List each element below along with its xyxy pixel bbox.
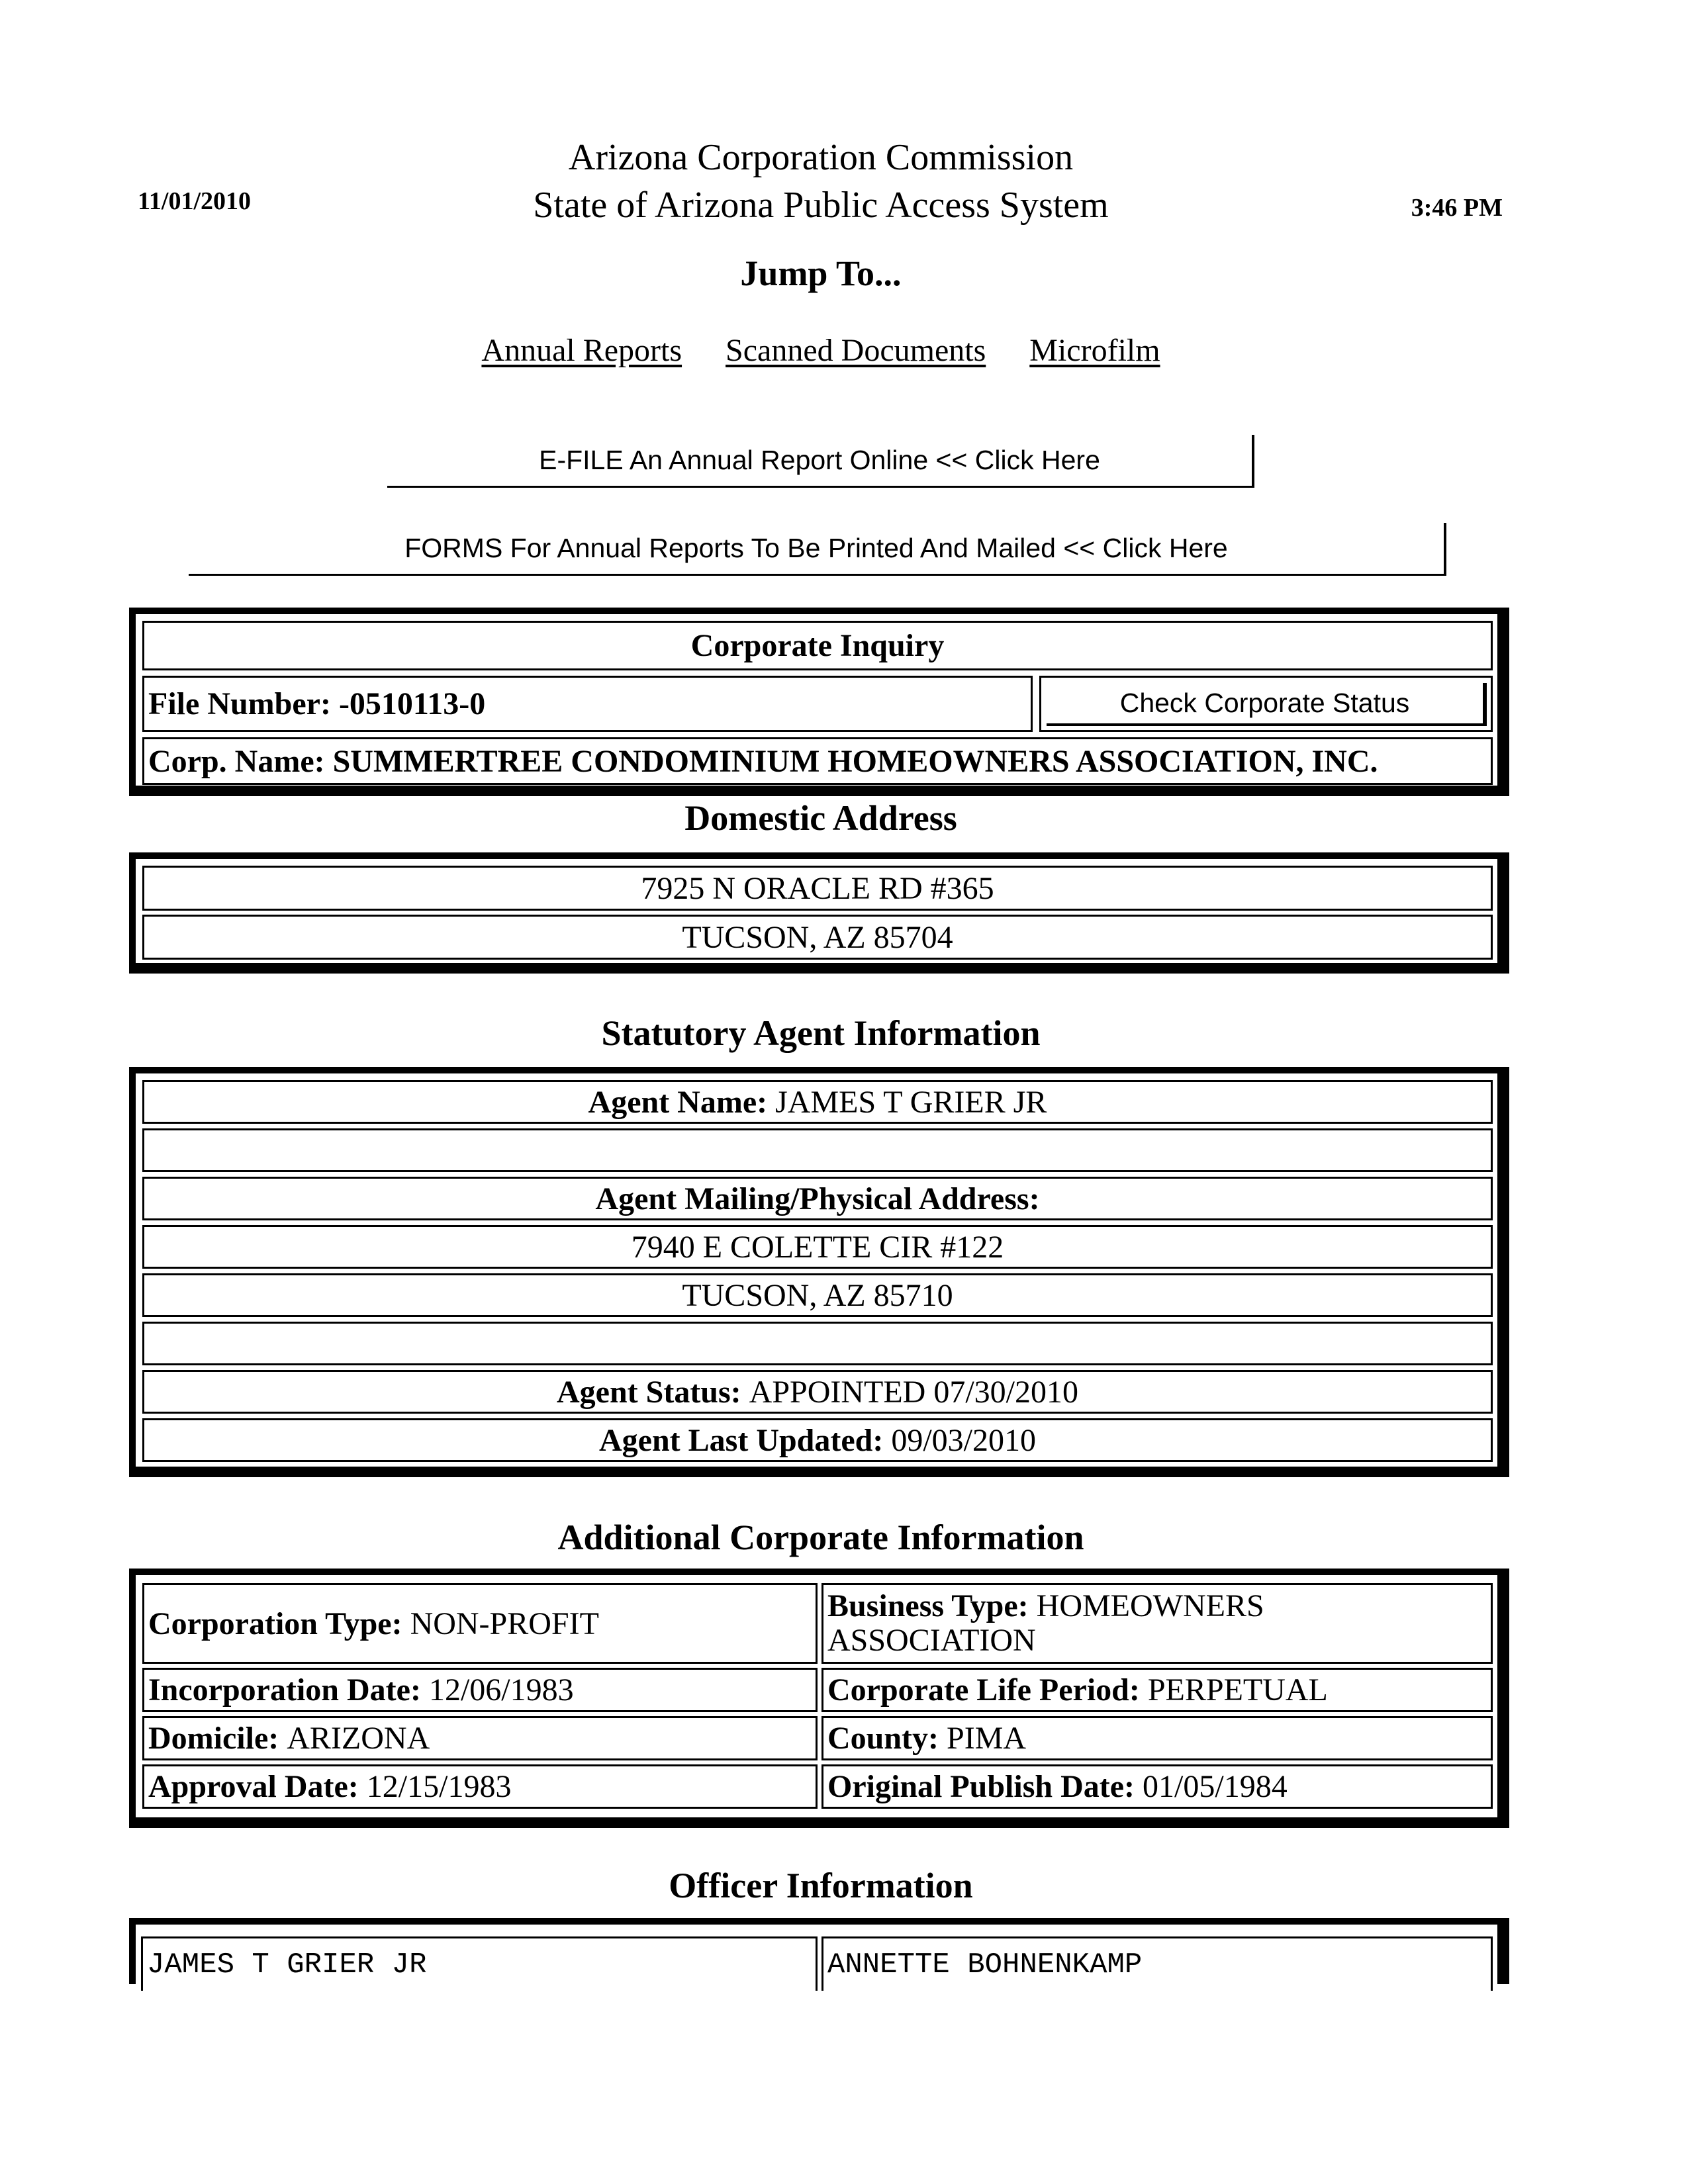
microfilm-link[interactable]: Microfilm bbox=[1029, 333, 1160, 368]
officer-info-title: Officer Information bbox=[669, 1866, 973, 1905]
check-corporate-status-button[interactable]: Check Corporate Status bbox=[1047, 683, 1487, 726]
efile-annual-report-button[interactable]: E-FILE An Annual Report Online << Click Here bbox=[387, 435, 1254, 488]
file-number-label: File Number: bbox=[148, 686, 331, 721]
business-type-cell bbox=[821, 1583, 1493, 1664]
additional-info-title: Additional Corporate Information bbox=[557, 1518, 1084, 1557]
agent-status-label: Agent Status: bbox=[556, 1374, 741, 1410]
domicile-cell bbox=[142, 1716, 818, 1760]
corporation-type-cell bbox=[142, 1583, 818, 1664]
jump-to-heading: Jump To... bbox=[740, 253, 902, 293]
life-period-cell bbox=[821, 1668, 1493, 1712]
business-type-line1 bbox=[827, 1589, 1264, 1623]
domestic-address-line2: TUCSON, AZ 85704 bbox=[142, 915, 1493, 960]
additional-info-table bbox=[129, 1569, 1509, 1828]
agent-blank-row-2 bbox=[142, 1322, 1493, 1365]
approval-date-value: 12/15/1983 bbox=[366, 1769, 512, 1804]
approval-date-cell bbox=[142, 1764, 818, 1809]
agent-name-label: Agent Name: bbox=[588, 1084, 768, 1120]
agent-last-updated-value: 09/03/2010 bbox=[891, 1422, 1037, 1458]
check-status-cell bbox=[1039, 676, 1493, 732]
corporation-type-label: Corporation Type: bbox=[148, 1606, 402, 1641]
domestic-address-line1: 7925 N ORACLE RD #365 bbox=[142, 866, 1493, 911]
corp-name-value: SUMMERTREE CONDOMINIUM HOMEOWNERS ASSOCIATION, INC. bbox=[332, 743, 1378, 779]
life-period-label: Corporate Life Period: bbox=[827, 1672, 1140, 1707]
forms-annual-report-button[interactable]: FORMS For Annual Reports To Be Printed And Mailed << Click Here bbox=[189, 523, 1446, 576]
corp-name-cell bbox=[142, 737, 1493, 785]
page-title: Arizona Corporation Commission bbox=[568, 137, 1074, 178]
file-number-cell bbox=[142, 676, 1033, 732]
domicile-label: Domicile: bbox=[148, 1721, 279, 1756]
publish-date-value: 01/05/1984 bbox=[1143, 1769, 1288, 1804]
report-date: 11/01/2010 bbox=[138, 187, 252, 215]
agent-address-label: Agent Mailing/Physical Address: bbox=[142, 1177, 1493, 1220]
business-type-label: Business Type: bbox=[827, 1588, 1029, 1623]
corp-name-label: Corp. Name: bbox=[148, 743, 325, 779]
domicile-value: ARIZONA bbox=[287, 1721, 430, 1756]
business-type-line2: ASSOCIATION bbox=[827, 1623, 1036, 1658]
officer-info-table bbox=[129, 1918, 1509, 1984]
agent-address-line1: 7940 E COLETTE CIR #122 bbox=[142, 1225, 1493, 1269]
annual-reports-link[interactable]: Annual Reports bbox=[481, 333, 682, 368]
county-label: County: bbox=[827, 1721, 939, 1756]
incorporation-date-cell bbox=[142, 1668, 818, 1712]
business-type-value: HOMEOWNERS bbox=[1036, 1588, 1264, 1623]
jump-links bbox=[0, 332, 1642, 369]
agent-status-value: APPOINTED 07/30/2010 bbox=[749, 1374, 1078, 1410]
statutory-agent-table bbox=[129, 1067, 1509, 1477]
county-value: PIMA bbox=[947, 1721, 1027, 1756]
agent-last-updated-row bbox=[142, 1418, 1493, 1462]
file-number-value: -0510113-0 bbox=[338, 686, 486, 721]
publish-date-label: Original Publish Date: bbox=[827, 1769, 1135, 1804]
incorporation-date-value: 12/06/1983 bbox=[428, 1672, 574, 1707]
report-time: 3:46 PM bbox=[1411, 194, 1503, 222]
approval-date-label: Approval Date: bbox=[148, 1769, 359, 1804]
corporate-inquiry-table bbox=[129, 608, 1509, 796]
agent-last-updated-label: Agent Last Updated: bbox=[598, 1422, 884, 1458]
agent-name-row bbox=[142, 1080, 1493, 1124]
life-period-value: PERPETUAL bbox=[1147, 1672, 1328, 1707]
page-subtitle: State of Arizona Public Access System bbox=[533, 185, 1109, 226]
agent-blank-row bbox=[142, 1128, 1493, 1172]
officer-1: JAMES T GRIER JR bbox=[141, 1936, 818, 1991]
agent-name-value: JAMES T GRIER JR bbox=[775, 1084, 1047, 1120]
publish-date-cell bbox=[821, 1764, 1493, 1809]
incorporation-date-label: Incorporation Date: bbox=[148, 1672, 421, 1707]
statutory-agent-title: Statutory Agent Information bbox=[601, 1013, 1041, 1053]
agent-status-row bbox=[142, 1370, 1493, 1414]
domestic-address-table bbox=[129, 852, 1509, 974]
corporation-type-value: NON-PROFIT bbox=[410, 1606, 599, 1641]
agent-address-line2: TUCSON, AZ 85710 bbox=[142, 1273, 1493, 1317]
scanned-documents-link[interactable]: Scanned Documents bbox=[726, 333, 986, 368]
officer-2: ANNETTE BOHNENKAMP bbox=[821, 1936, 1493, 1991]
domestic-address-title: Domestic Address bbox=[684, 798, 957, 838]
county-cell bbox=[821, 1716, 1493, 1760]
corporate-inquiry-title: Corporate Inquiry bbox=[142, 621, 1493, 670]
